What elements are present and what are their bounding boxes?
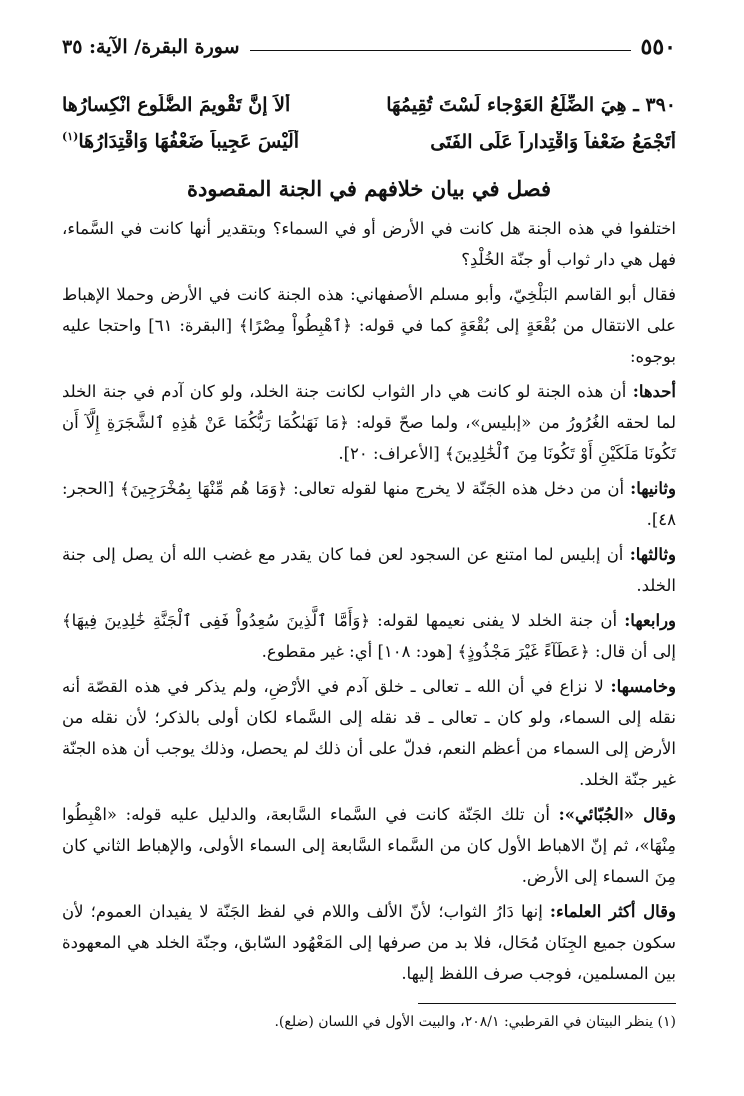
paragraph-text: فقال أبو القاسم البَلْخِيّ، وأبو مسلم الأصفهاني: هذه الجنة كانت في الأرض وحملا الإهباط على الانتقال من بُقْعَةٍ إلى بُقْعَةٍ كما في قوله: ﴿ٱهْبِطُواْ مِصْرًا﴾ [البقرة: ٦١] واحتجا عليه بوجوه: [62,285,676,366]
paragraph [62,279,676,372]
paragraph [62,213,676,275]
paragraph [62,473,676,535]
paragraph-text: إنها دَارُ الثواب؛ لأنّ الألف واللام في لفظ الجَنّة لا يفيدان العموم؛ لأن سكون جميع الجِنَان مُحَال، فلا بد من صرفها إلى المَعْهُود السّابق، وجنّة الخلد هي المعهودة بين المسلمين، فوجب صرف اللفظ إليها. [62,902,676,983]
poem-line [62,123,676,160]
footnote-mark: (١) [62,130,79,144]
paragraph [62,896,676,989]
paragraph-text: أن تلك الجَنّة كانت في السَّماء السَّابعة، والدليل عليه قوله: «اهْبِطُوا مِنْهَا»، ثم إنّ الاهباط الأول كان من السَّماء السَّابعة إلى السماء الأولى، والإهباط الثاني كان مِنَ السماء إلى الأرض. [62,805,676,886]
running-header [62,30,676,64]
paragraph-lead: وخامسها: [610,677,676,696]
surah-info: سورة البقرة/ الآية: ٣٥ [62,36,240,58]
paragraph-lead: ورابعها: [624,611,676,630]
paragraph-text: أن إبليس لما امتنع عن السجود لعن فما كان يقدر مع غضب الله أن يصل إلى جنة الخلد. [62,545,676,595]
poem-block [62,86,676,160]
section-heading: فصل في بيان خلافهم في الجنة المقصودة [186,176,552,201]
paragraph-lead: وثالثها: [629,545,677,564]
footnote-separator [418,1003,676,1004]
poem-line [62,86,676,123]
poem-hemistich-right: ٣٩٠ ـ هِيَ الضِّلَعُ العَوْجاء لَسْتَ تُقِيمُهَا [386,93,676,116]
paragraph-lead: وقال «الجُبّائي»: [558,805,677,824]
paragraph-text: اختلفوا في هذه الجنة هل كانت في الأرض أو في السماء؟ وبتقدير أنها كانت في السَّماء، فهل هي دار ثواب أو جنّة الخُلْدِ؟ [62,219,676,269]
paragraph [62,671,676,795]
paragraph [62,799,676,892]
poem-hemistich-left: أَلاَ إِنَّ تَقْويمَ الضُّلُوعِ انْكِسارُها [62,93,291,116]
page-number: ٥٥٠ [640,34,676,60]
paragraph-text: أن هذه الجنة لو كانت هي دار الثواب لكانت جنة الخلد، ولو كان آدم في جنة الخلد لما لحقه الغُرُورُ من «إبليس»، ولما صحّ قوله: ﴿مَا نَهَىٰكُمَا رَبُّكُمَا عَنْ هَٰذِهِ ٱلشَّجَرَةِ إِلَّآ أَن تَكُونَا مَلَكَيْنِ أَوْ تَكُونَا مِنَ ٱلْخَٰلِدِينَ﴾ [الأعراف: ٢٠]. [62,382,676,463]
paragraph-text: أن جنة الخلد لا يفنى نعيمها لقوله: ﴿وَأَمَّا ٱلَّذِينَ سُعِدُواْ فَفِى ٱلْجَنَّةِ خَٰلِدِينَ فِيهَا﴾ إلى أن قال: ﴿عَطَآءً غَيْرَ مَجْذُوذٍ﴾ [هود: ١٠٨] أي: غير مقطوع. [62,611,676,661]
paragraph [62,539,676,601]
header-rule [250,50,631,51]
paragraph [62,376,676,469]
poem-hemistich-right: أَتَجْمَعُ ضَعْفاً وَاقْتِداراً عَلَى الفَتَى [430,130,676,153]
paragraph-lead: أحدها: [632,382,676,401]
paragraph-lead: وقال أكثر العلماء: [549,902,676,921]
paragraph [62,605,676,667]
poem-hemistich-left-text: أَلَيْسَ عَجِيباً ضَعْفُهَا وَاقْتِدَارُهَا [78,130,300,153]
footnote: (١) ينظر البيتان في القرطبي: ٢٠٨/١، والبيت الأول في اللسان (ضلع). [274,1014,676,1030]
poem-hemistich-left [62,130,362,152]
paragraph-text: لا نزاع في أن الله ـ تعالى ـ خلق آدم في الأرْضِ، ولم يذكر في هذه القصّة أنه نقله إلى السماء، ولو كان ـ تعالى ـ قد نقله إلى السَّماء لكان أولى بالذكر؛ لأن نقله من الأرض إلى السماء من أعظم النعم، فدلّ على أن ذلك لم يحصل، وذلك يوجب أن هذه الجنّة غير جنّة الخلد. [62,677,676,789]
paragraph-text: أن من دخل هذه الجَنّة لا يخرج منها لقوله تعالى: ﴿وَمَا هُم مِّنْهَا بِمُخْرَجِينَ﴾ [الحجر: ٤٨]. [62,479,676,529]
paragraph-lead: وثانيها: [630,479,676,498]
